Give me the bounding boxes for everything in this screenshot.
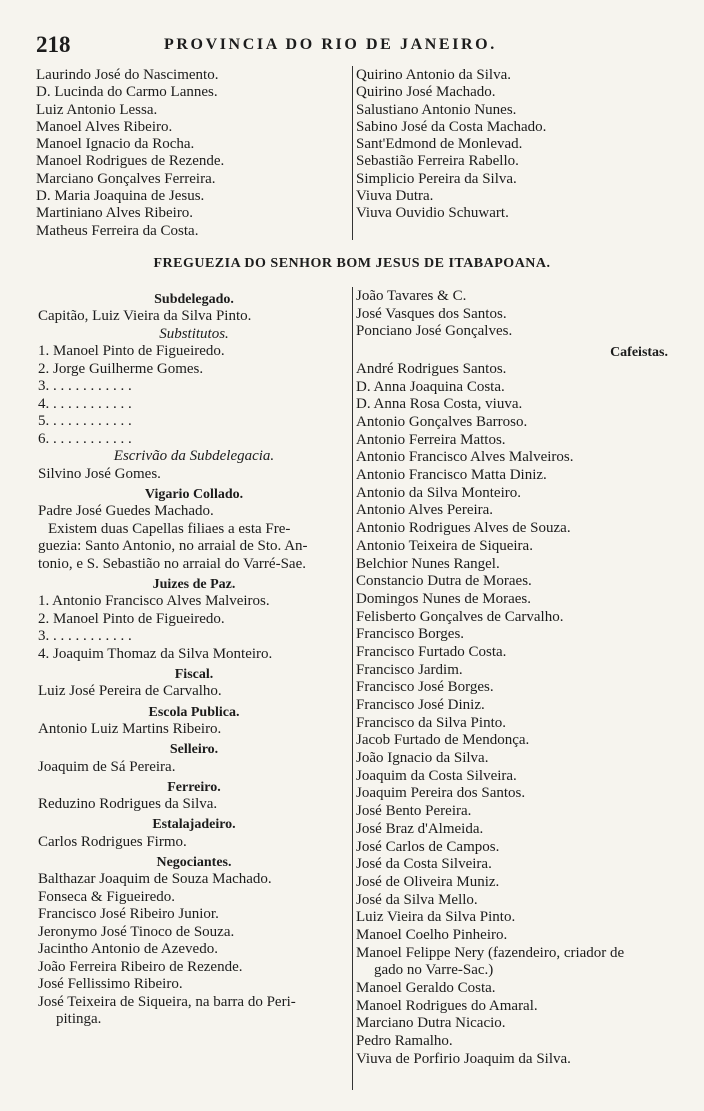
list-item: Martiniano Alves Ribeiro. (36, 205, 194, 222)
juiz-item: 4. Joaquim Thomaz da Silva Monteiro. (38, 645, 273, 662)
top-right-list (356, 67, 668, 223)
substituto-item: 1. Manoel Pinto de Figueiredo. (38, 343, 225, 360)
fiscal-name: Luiz José Pereira de Carvalho. (38, 683, 222, 700)
cafeista-item: Manoel Geraldo Costa. (356, 980, 496, 997)
vigario-name: Padre José Guedes Machado. (38, 503, 214, 520)
cafeista-item: Manoel Felippe Nery (fazendeiro, criador de (356, 944, 625, 961)
substituto-item: 5. . . . . . . . . . . . (38, 413, 132, 430)
cafeista-item: Constancio Dutra de Moraes. (356, 573, 532, 590)
negociante-item: Fonseca & Figueiredo. (38, 888, 176, 905)
negociante-item: Balthazar Joaquim de Souza Machado. (38, 871, 272, 888)
section-heading: Ferreiro. (167, 779, 221, 795)
cafeista-item: Antonio Rodrigues Alves de Souza. (356, 520, 571, 537)
list-item: Quirino José Machado. (356, 84, 496, 101)
list-item: Laurindo José do Nascimento. (36, 67, 219, 83)
running-title: PROVINCIA DO RIO DE JANEIRO. (164, 36, 497, 53)
section-heading: Cafeistas. (610, 344, 668, 360)
list-item: Manoel Rodrigues de Rezende. (36, 153, 225, 170)
cafeista-item: D. Anna Joaquina Costa. (356, 378, 505, 395)
capellas-text: guezia: Santo Antonio, no arraial de Sto. An- (38, 538, 308, 555)
substituto-item: 2. Jorge Guilherme Gomes. (38, 360, 204, 377)
cafeista-item: José Bento Pereira. (356, 803, 472, 820)
negociante-item: pitinga. (56, 1011, 102, 1028)
cafeista-item: Antonio Teixeira de Siqueira. (356, 537, 533, 554)
juiz-item: 1. Antonio Francisco Alves Malveiros. (38, 593, 270, 610)
left-column (38, 288, 350, 1029)
section-heading: Selleiro. (169, 742, 219, 758)
right-column (356, 288, 674, 1068)
cafeista-item: Francisco Furtado Costa. (356, 643, 507, 660)
section-heading: Escola Publica. (148, 704, 240, 720)
cafeista-item: Francisco José Diniz. (356, 697, 485, 714)
capellas-text: Existem duas Capellas filiaes a esta Fre- (48, 520, 291, 537)
section-heading: Estalajadeiro. (152, 817, 236, 833)
cafeista-item: gado no Varre-Sac.) (374, 962, 494, 979)
cafeista-item: Marciano Dutra Nicacio. (356, 1015, 506, 1032)
cafeista-item: Joaquim da Costa Silveira. (356, 767, 517, 784)
cafeista-item: João Ignacio da Silva. (356, 750, 489, 767)
cafeista-item: Joaquim Pereira dos Santos. (356, 785, 526, 802)
substituto-item: 3. . . . . . . . . . . . (38, 378, 132, 395)
negociante-item: João Ferreira Ribeiro de Rezende. (38, 958, 243, 975)
section-heading: Negociantes. (156, 855, 232, 871)
cafeista-item: Antonio da Silva Monteiro. (356, 484, 521, 501)
section-subheading: Substitutos. (159, 325, 229, 342)
cafeista-item: Viuva de Porfirio Joaquim da Silva. (356, 1050, 571, 1067)
list-item: Manoel Alves Ribeiro. (36, 118, 173, 135)
selleiro-name: Joaquim de Sá Pereira. (38, 758, 176, 775)
cafeista-item: Luiz Vieira da Silva Pinto. (356, 909, 516, 926)
list-item: Sant'Edmond de Monlevad. (356, 136, 523, 153)
cafeista-item: Francisco José Borges. (356, 679, 494, 696)
list-item: Matheus Ferreira da Costa. (36, 222, 199, 239)
negociante-item: Jacintho Antonio de Azevedo. (38, 941, 218, 958)
page-header (36, 30, 676, 60)
cafeista-item: Francisco Borges. (356, 626, 465, 643)
section-heading: Fiscal. (174, 667, 214, 683)
negociante-item: Francisco José Ribeiro Junior. (38, 906, 219, 923)
cafeista-item: Manoel Coelho Pinheiro. (356, 926, 508, 943)
cafeista-item: José Carlos de Campos. (356, 838, 500, 855)
juiz-item: 3. . . . . . . . . . . . (38, 628, 132, 645)
column-divider-main (352, 287, 353, 1090)
cafeista-item: Manoel Rodrigues do Amaral. (356, 997, 538, 1014)
negociante-item: José Fellissimo Ribeiro. (38, 976, 183, 993)
estalajadeiro-name: Carlos Rodrigues Firmo. (38, 833, 187, 850)
list-item: Marciano Gonçalves Ferreira. (36, 170, 216, 187)
negociante-item: Ponciano José Gonçalves. (356, 323, 513, 340)
cafeista-item: Antonio Francisco Matta Diniz. (356, 467, 547, 484)
section-heading: Subdelegado. (154, 292, 234, 307)
escrivao-name: Silvino José Gomes. (38, 465, 161, 482)
cafeista-item: Belchior Nunes Rangel. (356, 555, 500, 572)
cafeista-item: José da Costa Silveira. (356, 856, 492, 873)
list-item: Luiz Antonio Lessa. (36, 101, 158, 118)
page-number: 218 (36, 32, 71, 57)
list-item: Manoel Ignacio da Rocha. (36, 136, 195, 153)
escola-name: Antonio Luiz Martins Ribeiro. (38, 720, 222, 737)
list-item: Sabino José da Costa Machado. (356, 118, 547, 135)
column-divider-top (352, 66, 353, 240)
cafeista-item: Pedro Ramalho. (356, 1033, 453, 1050)
list-item: Sebastião Ferreira Rabello. (356, 153, 519, 170)
top-left-list (36, 67, 348, 240)
list-item: Viuva Dutra. (356, 188, 434, 205)
cafeista-item: José da Silva Mello. (356, 891, 478, 908)
list-item: Salustiano Antonio Nunes. (356, 101, 517, 118)
cafeista-item: André Rodrigues Santos. (356, 360, 507, 377)
negociante-item: João Tavares & C. (356, 288, 467, 304)
cafeista-item: Antonio Ferreira Mattos. (356, 431, 506, 448)
substituto-item: 6. . . . . . . . . . . . (38, 430, 132, 447)
cafeista-item: Antonio Francisco Alves Malveiros. (356, 449, 574, 466)
negociante-item: José Vasques dos Santos. (356, 305, 507, 322)
ferreiro-name: Reduzino Rodrigues da Silva. (38, 796, 218, 813)
cafeista-item: José de Oliveira Muniz. (356, 873, 500, 890)
substituto-item: 4. . . . . . . . . . . . (38, 395, 132, 412)
cafeista-item: Francisco Jardim. (356, 661, 463, 678)
section-subheading: Escrivão da Subdelegacia. (113, 448, 275, 465)
cafeista-item: D. Anna Rosa Costa, viuva. (356, 396, 523, 413)
cafeista-item: José Braz d'Almeida. (356, 820, 484, 837)
freguezia-title: FREGUEZIA DO SENHOR BOM JESUS DE ITABAPOANA. (153, 256, 551, 271)
cafeista-item: Jacob Furtado de Mendonça. (356, 732, 530, 749)
list-item: Simplicio Pereira da Silva. (356, 170, 517, 187)
cafeista-item: Francisco da Silva Pinto. (356, 714, 506, 731)
list-item: Viuva Ouvidio Schuwart. (356, 205, 509, 222)
section-heading: Vigario Collado. (144, 486, 244, 502)
section-heading: Juizes de Paz. (152, 577, 236, 592)
subdelegado-name: Capitão, Luiz Vieira da Silva Pinto. (38, 308, 252, 325)
negociante-item: Jeronymo José Tinoco de Souza. (38, 923, 235, 940)
negociante-item: José Teixeira de Siqueira, na barra do Peri- (38, 993, 296, 1010)
cafeista-item: Felisberto Gonçalves de Carvalho. (356, 608, 564, 625)
capellas-text: tonio, e S. Sebastião no arraial do Varré-Sae. (38, 555, 306, 572)
list-item: D. Lucinda do Carmo Lannes. (36, 84, 218, 101)
list-item: D. Maria Joaquina de Jesus. (36, 188, 205, 205)
cafeista-item: Antonio Alves Pereira. (356, 502, 494, 519)
list-item: Quirino Antonio da Silva. (356, 67, 511, 83)
cafeista-item: Antonio Gonçalves Barroso. (356, 414, 528, 431)
cafeista-item: Domingos Nunes de Moraes. (356, 590, 531, 607)
juiz-item: 2. Manoel Pinto de Figueiredo. (38, 610, 225, 627)
